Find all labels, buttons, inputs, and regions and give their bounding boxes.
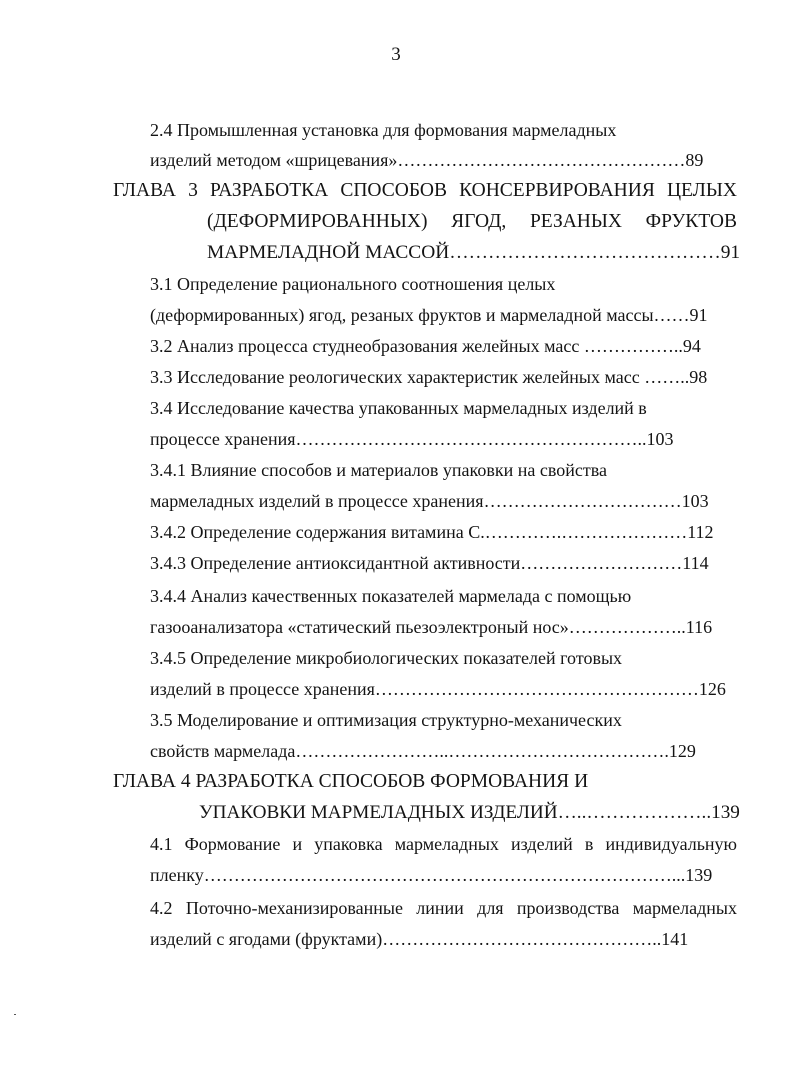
toc-entry-3-5-line1: 3.5 Моделирование и оптимизация структурно-механических [150,710,622,730]
toc-chapter-3-line2: (ДЕФОРМИРОВАННЫХ) ЯГОД, РЕЗАНЫХ ФРУКТОВ [207,211,737,232]
toc-chapter-4-line1: ГЛАВА 4 РАЗРАБОТКА СПОСОБОВ ФОРМОВАНИЯ И [113,771,589,792]
toc-chapter-3-line3: МАРМЕЛАДНОЙ МАССОЙ……………………………………91 [207,242,741,263]
toc-entry-4-1-line2: пленку……………………………………………………………………...139 [150,865,713,885]
toc-entry-3-4-line1: 3.4 Исследование качества упакованных мармеладных изделий в [150,398,647,418]
toc-chapter-4-line2: УПАКОВКИ МАРМЕЛАДНЫХ ИЗДЕЛИЙ…..………………..139 [199,802,740,823]
scan-speck [14,1014,16,1015]
toc-entry-4-2-line1: 4.2 Поточно-механизированные линии для производства мармеладных [150,898,737,918]
toc-entry-3-4-1-line2: мармеладных изделий в процессе хранения……………………………103 [150,491,709,511]
toc-entry-4-2-line2: изделий с ягодами (фруктами)………………………………………..141 [150,929,689,949]
toc-entry-3-1-line1: 3.1 Определение рационального соотношения целых [150,274,556,294]
toc-entry-2-4-line1: 2.4 Промышленная установка для формования мармеладных [150,120,617,140]
toc-chapter-3-line1: ГЛАВА 3 РАЗРАБОТКА СПОСОБОВ КОНСЕРВИРОВАНИЯ ЦЕЛЫХ [113,180,737,201]
toc-entry-3-2: 3.2 Анализ процесса студнеобразования желейных масс ……………..94 [150,336,701,356]
toc-entry-3-4-5-line2: изделий в процессе хранения………………………………………………126 [150,679,726,699]
page-number: 3 [391,44,401,65]
toc-entry-3-4-3: 3.4.3 Определение антиоксидантной активности………………………114 [150,553,709,573]
toc-entry-3-4-1-line1: 3.4.1 Влияние способов и материалов упаковки на свойства [150,460,607,480]
toc-entry-3-4-5-line1: 3.4.5 Определение микробиологических показателей готовых [150,648,623,668]
toc-entry-3-1-line2: (деформированных) ягод, резаных фруктов и мармеладной массы……91 [150,305,708,325]
toc-entry-3-4-2: 3.4.2 Определение содержания витамина С.………….…………………112 [150,522,714,542]
toc-entry-3-4-4-line2: газооанализатора «статический пьезоэлектроный нос»………………..116 [150,617,713,637]
toc-entry-2-4-line2: изделий методом «шрицевания»…………………………………………89 [150,150,704,170]
toc-entry-4-1-line1: 4.1 Формование и упаковка мармеладных изделий в индивидуальную [150,834,737,854]
toc-entry-3-5-line2: свойств мармелада……………………..……………………………….129 [150,741,696,761]
toc-entry-3-4-line2: процессе хранения…………………………………………………..103 [150,429,674,449]
toc-entry-3-3: 3.3 Исследование реологических характеристик желейных масс ……..98 [150,367,708,387]
toc-entry-3-4-4-line1: 3.4.4 Анализ качественных показателей мармелада с помощью [150,586,632,606]
